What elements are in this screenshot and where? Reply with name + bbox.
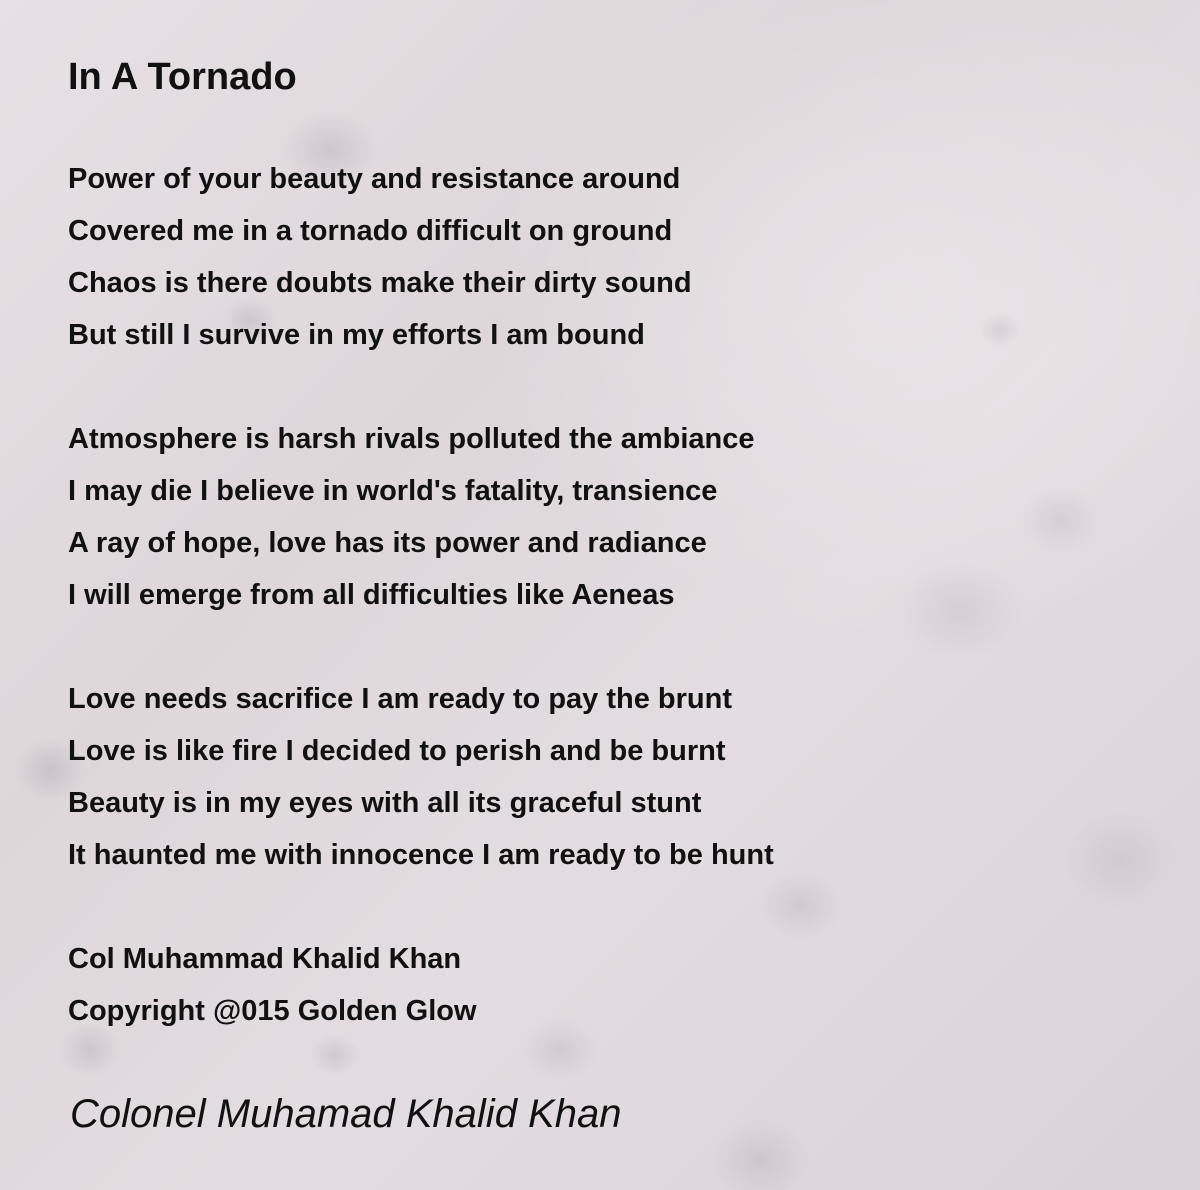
poem-line: But still I survive in my efforts I am bound (68, 319, 645, 351)
poem-title: In A Tornado (68, 56, 297, 98)
stanza-2 (68, 413, 1148, 621)
copyright-line: Copyright @015 Golden Glow (68, 995, 477, 1027)
poem-line: I will emerge from all difficulties like Aeneas (68, 579, 675, 611)
poem-body (68, 153, 1148, 1089)
poem-line: Love is like fire I decided to perish and be burnt (68, 735, 726, 767)
poem-line: Atmosphere is harsh rivals polluted the ambiance (68, 423, 755, 455)
stanza-3 (68, 673, 1148, 881)
poem-line: Covered me in a tornado difficult on ground (68, 215, 673, 247)
author-signature: Colonel Muhamad Khalid Khan (70, 1092, 622, 1136)
poem-line: I may die I believe in world's fatality, transience (68, 475, 718, 507)
poem-line: Power of your beauty and resistance around (68, 163, 681, 195)
author-name: Col Muhammad Khalid Khan (68, 943, 462, 975)
poem-line: A ray of hope, love has its power and radiance (68, 527, 707, 559)
poem-line: Love needs sacrifice I am ready to pay the brunt (68, 683, 732, 715)
poem-line: It haunted me with innocence I am ready to be hunt (68, 839, 774, 871)
poem-line: Beauty is in my eyes with all its graceful stunt (68, 787, 702, 819)
stanza-1 (68, 153, 1148, 361)
poem-line: Chaos is there doubts make their dirty sound (68, 267, 692, 299)
author-credit (68, 933, 1148, 1037)
